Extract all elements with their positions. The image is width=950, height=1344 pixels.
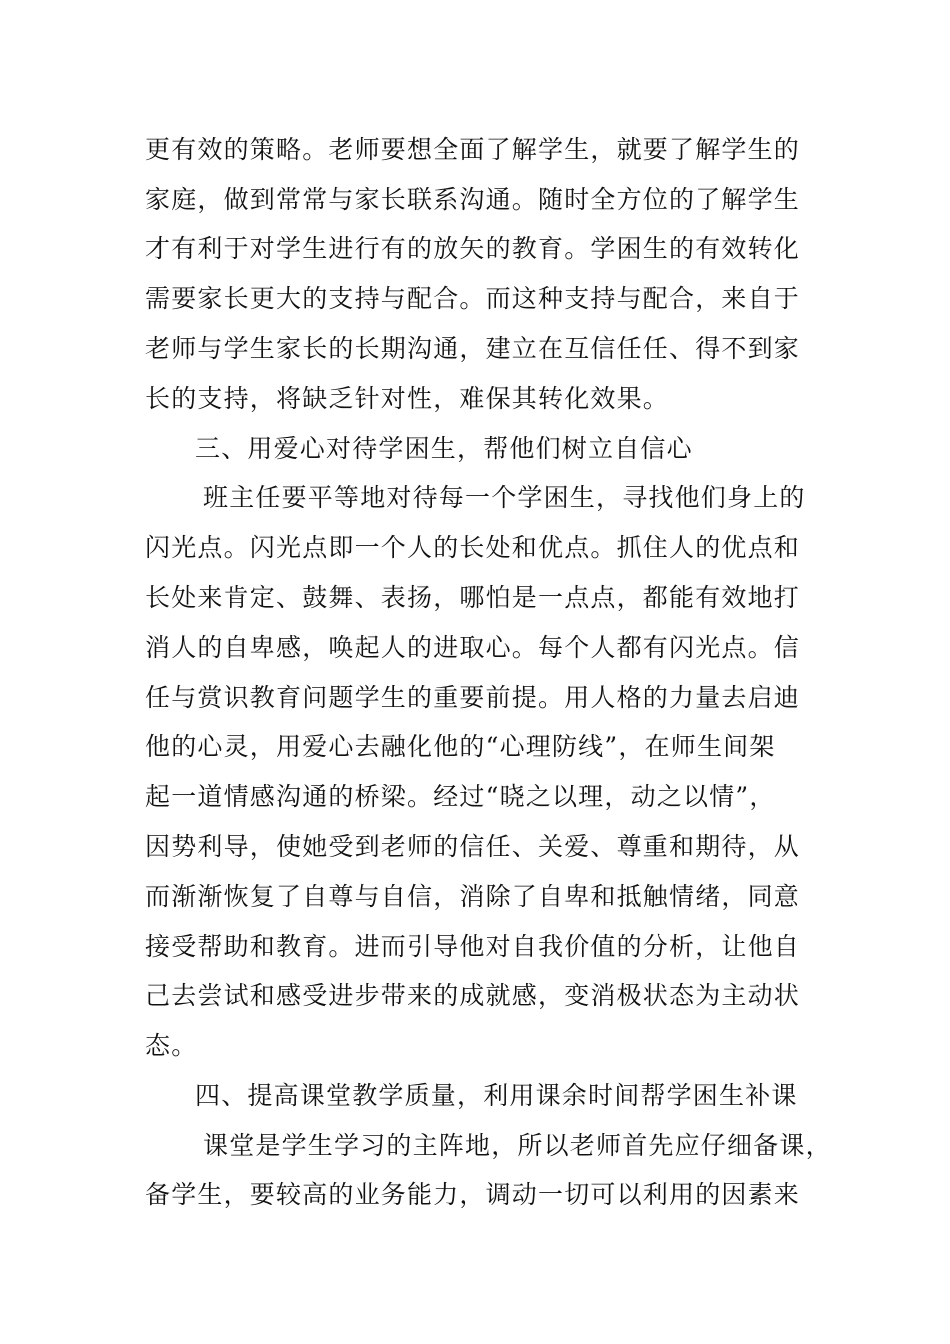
section-heading: 四、提高课堂教学质量，利用课余时间帮学困生补课 [195, 1081, 798, 1110]
paragraph-line: 因势利导，使她受到老师的信任、关爱、尊重和期待，从 [145, 832, 801, 861]
paragraph-line: 需要家长更大的支持与配合。而这种支持与配合，来自于 [145, 284, 801, 313]
paragraph-line: 更有效的策略。老师要想全面了解学生，就要了解学生的 [145, 135, 801, 164]
paragraph-line: 接受帮助和教育。进而引导他对自我价值的分析，让他自 [145, 932, 801, 961]
paragraph-line: 他的心灵，用爱心去融化他的“心理防线”，在师生间架 [145, 732, 776, 761]
paragraph-line: 课堂是学生学习的主阵地，所以老师首先应仔细备课， [203, 1131, 832, 1160]
paragraph-line: 长的支持，将缺乏针对性，难保其转化效果。 [145, 384, 670, 413]
paragraph-line: 态。 [145, 1031, 198, 1060]
paragraph-line: 备学生，要较高的业务能力，调动一切可以利用的因素来 [145, 1180, 801, 1209]
paragraph-line: 班主任要平等地对待每一个学困生，寻找他们身上的 [203, 483, 806, 512]
paragraph-line: 老师与学生家长的长期沟通，建立在互信任任、得不到家 [145, 334, 801, 363]
paragraph-line: 闪光点。闪光点即一个人的长处和优点。抓住人的优点和 [145, 533, 801, 562]
paragraph-line: 才有利于对学生进行有的放矢的教育。学困生的有效转化 [145, 234, 801, 263]
paragraph-line: 而渐渐恢复了自尊与自信，消除了自卑和抵触情绪，同意 [145, 882, 801, 911]
section-heading: 三、用爱心对待学困生，帮他们树立自信心 [195, 434, 693, 463]
paragraph-line: 家庭，做到常常与家长联系沟通。随时全方位的了解学生 [145, 185, 801, 214]
paragraph-line: 己去尝试和感受进步带来的成就感，变消极状态为主动状 [145, 981, 801, 1010]
paragraph-line: 长处来肯定、鼓舞、表扬，哪怕是一点点，都能有效地打 [145, 583, 801, 612]
paragraph-line: 消人的自卑感，唤起人的进取心。每个人都有闪光点。信 [145, 633, 801, 662]
paragraph-line: 任与赏识教育问题学生的重要前提。用人格的力量去启迪 [145, 683, 801, 712]
paragraph-line: 起一道情感沟通的桥梁。经过“晓之以理，动之以情”， [145, 782, 776, 811]
